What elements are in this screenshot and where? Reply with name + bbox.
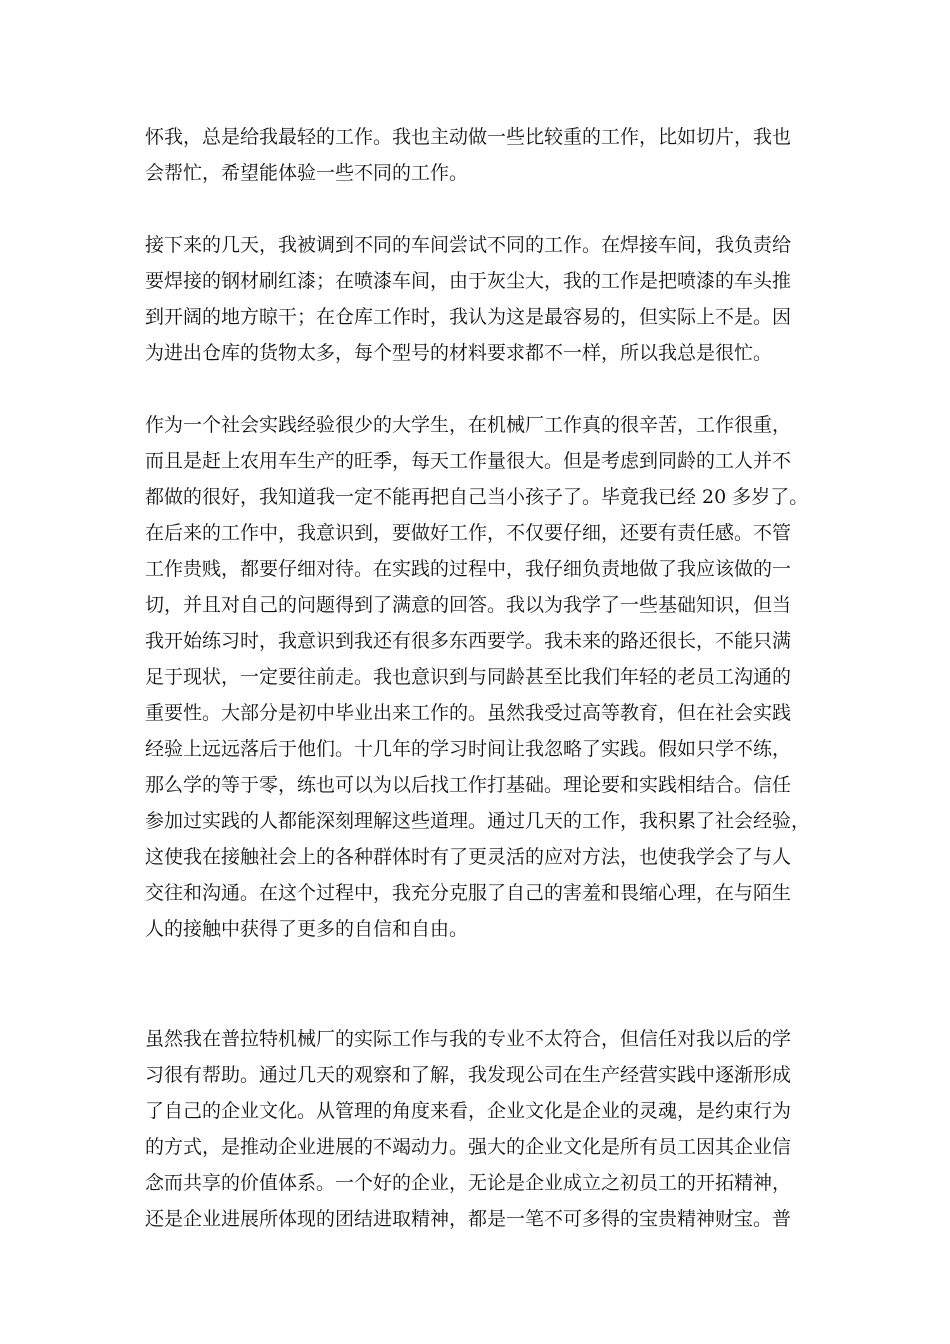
text-line: 习很有帮助。通过几天的观察和了解，我发现公司在生产经营实践中逐渐形成 bbox=[145, 1064, 792, 1086]
text-line: 怀我，总是给我最轻的工作。我也主动做一些比较重的工作，比如切片，我也 bbox=[145, 126, 792, 148]
paragraph-3 bbox=[145, 407, 810, 947]
text-line: 参加过实践的人都能深刻理解这些道理。通过几天的工作，我积累了社会经验， bbox=[145, 810, 811, 832]
text-line: 重要性。大部分是初中毕业出来工作的。虽然我受过高等教育，但在社会实践 bbox=[145, 702, 792, 724]
text-line: 经验上远远落后于他们。十几年的学习时间让我忽略了实践。假如只学不练， bbox=[145, 738, 792, 760]
paragraph-4 bbox=[145, 1021, 810, 1237]
text-line: 我开始练习时，我意识到我还有很多东西要学。我未来的路还很长，不能只满 bbox=[145, 630, 792, 652]
text-line: 而且是赶上农用车生产的旺季，每天工作量很大。但是考虑到同龄的工人并不 bbox=[145, 450, 792, 472]
paragraph-2 bbox=[145, 227, 810, 371]
text-line: 足于现状，一定要往前走。我也意识到与同龄甚至比我们年轻的老员工沟通的 bbox=[145, 666, 792, 688]
text-line: 切，并且对自己的问题得到了满意的回答。我以为我学了一些基础知识，但当 bbox=[145, 594, 792, 616]
text-line: 那么学的等于零，练也可以为以后找工作打基础。理论要和实践相结合。信任 bbox=[145, 774, 792, 796]
text-line: 要焊接的钢材刷红漆；在喷漆车间，由于灰尘大，我的工作是把喷漆的车头推 bbox=[145, 270, 792, 292]
text-line: 虽然我在普拉特机械厂的实际工作与我的专业不太符合，但信任对我以后的学 bbox=[145, 1028, 792, 1050]
text-line: 为进出仓库的货物太多，每个型号的材料要求都不一样，所以我总是很忙。 bbox=[145, 342, 773, 364]
text-line: 的方式，是推动企业进展的不竭动力。强大的企业文化是所有员工因其企业信 bbox=[145, 1136, 792, 1158]
text-line: 接下来的几天，我被调到不同的车间尝试不同的工作。在焊接车间，我负责给 bbox=[145, 234, 792, 256]
text-line: 都做的很好，我知道我一定不能再把自己当小孩子了。毕竟我已经 20 多岁了。 bbox=[145, 486, 809, 508]
text-line: 了自己的企业文化。从管理的角度来看，企业文化是企业的灵魂，是约束行为 bbox=[145, 1100, 792, 1122]
text-line: 还是企业进展所体现的团结进取精神，都是一笔不可多得的宝贵精神财宝。普 bbox=[145, 1208, 792, 1230]
text-line: 念而共享的价值体系。一个好的企业，无论是企业成立之初员工的开拓精神， bbox=[145, 1172, 792, 1194]
text-line: 交往和沟通。在这个过程中，我充分克服了自己的害羞和畏缩心理，在与陌生 bbox=[145, 882, 792, 904]
text-line: 作为一个社会实践经验很少的大学生，在机械厂工作真的很辛苦，工作很重， bbox=[145, 414, 792, 436]
text-line: 在后来的工作中，我意识到，要做好工作，不仅要仔细，还要有责任感。不管 bbox=[145, 522, 792, 544]
text-line: 人的接触中获得了更多的自信和自由。 bbox=[145, 918, 469, 940]
text-line: 到开阔的地方晾干；在仓库工作时，我认为这是最容易的，但实际上不是。因 bbox=[145, 306, 792, 328]
text-line: 这使我在接触社会上的各种群体时有了更灵活的应对方法，也使我学会了与人 bbox=[145, 846, 792, 868]
text-line: 工作贵贱，都要仔细对待。在实践的过程中，我仔细负责地做了我应该做的一 bbox=[145, 558, 792, 580]
text-line: 会帮忙，希望能体验一些不同的工作。 bbox=[145, 162, 469, 184]
paragraph-1 bbox=[145, 119, 810, 191]
